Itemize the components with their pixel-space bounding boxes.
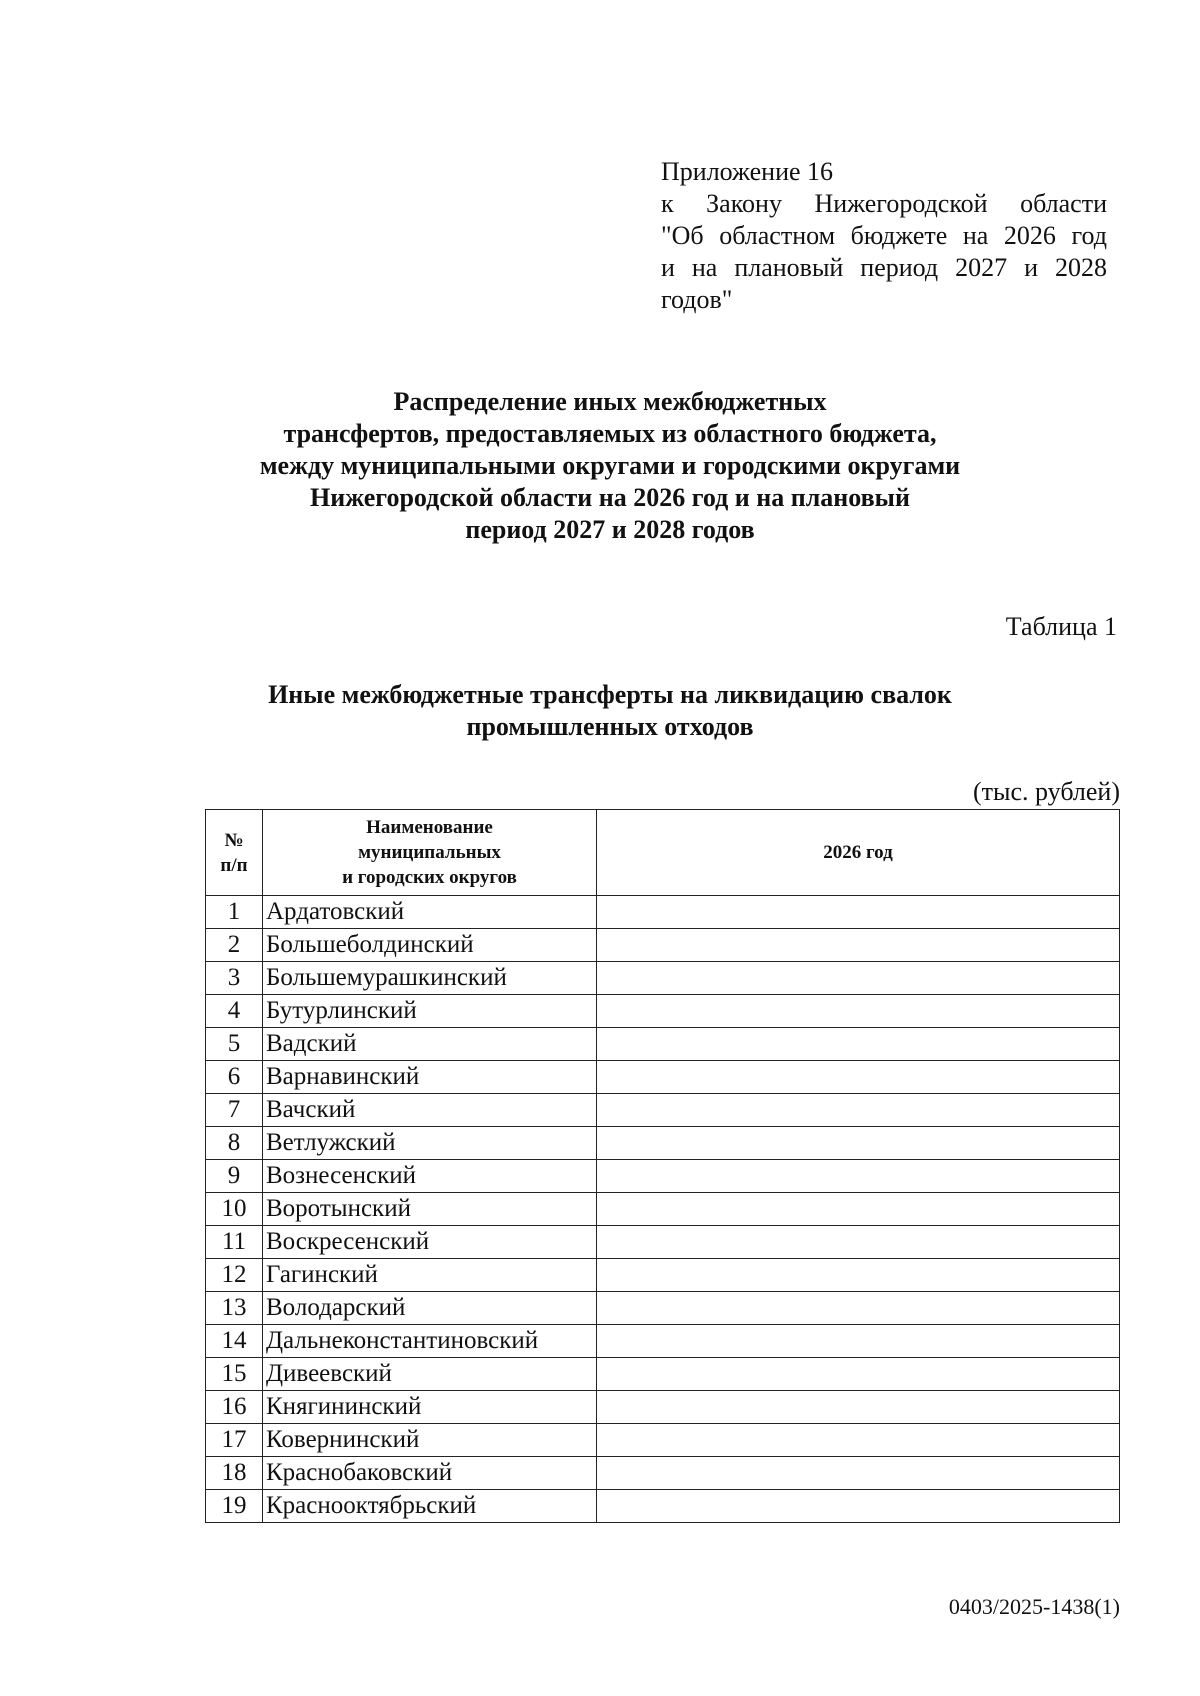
document-code: 0403/2025-1438(1) — [948, 1594, 1120, 1619]
municipality-name: Ардатовский — [263, 896, 597, 929]
row-number: 10 — [206, 1193, 263, 1226]
amount-2026 — [597, 1061, 1120, 1094]
amount-2026 — [597, 1160, 1120, 1193]
table-body — [206, 896, 1120, 1523]
municipality-name: Гагинский — [263, 1259, 597, 1292]
row-number: 11 — [206, 1226, 263, 1259]
table-header-row — [206, 810, 1120, 896]
municipality-name: Вачский — [263, 1094, 597, 1127]
row-number: 3 — [206, 962, 263, 995]
municipality-name: Ветлужский — [263, 1127, 597, 1160]
amount-2026 — [597, 1391, 1120, 1424]
table-row — [206, 1424, 1120, 1457]
table-row — [206, 1391, 1120, 1424]
row-number: 2 — [206, 929, 263, 962]
row-number: 12 — [206, 1259, 263, 1292]
table-row — [206, 1490, 1120, 1523]
title-line: период 2027 и 2028 годов — [465, 515, 755, 544]
row-number: 9 — [206, 1160, 263, 1193]
table-row — [206, 1457, 1120, 1490]
table-row — [206, 929, 1120, 962]
table-row — [206, 1325, 1120, 1358]
amount-2026 — [597, 1028, 1120, 1061]
header-year-2026: 2026 год — [597, 810, 1120, 896]
amount-2026 — [597, 1325, 1120, 1358]
table-label: Таблица 1 — [1005, 612, 1117, 641]
municipality-name: Княгининский — [263, 1391, 597, 1424]
table-title — [150, 679, 1070, 743]
units-label: (тыс. рублей) — [972, 777, 1120, 806]
amount-2026 — [597, 1094, 1120, 1127]
amount-2026 — [597, 1127, 1120, 1160]
table-row — [206, 1127, 1120, 1160]
amount-2026 — [597, 1358, 1120, 1391]
transfers-table — [205, 809, 1120, 1523]
header-number: № п/п — [206, 810, 263, 896]
table-row — [206, 1358, 1120, 1391]
amount-2026 — [597, 1292, 1120, 1325]
municipality-name: Вадский — [263, 1028, 597, 1061]
municipality-name: Дивеевский — [263, 1358, 597, 1391]
municipality-name: Варнавинский — [263, 1061, 597, 1094]
amount-2026 — [597, 929, 1120, 962]
amount-2026 — [597, 1424, 1120, 1457]
appendix-law-title-1: "Об областном бюджете на 2026 год — [661, 221, 1107, 250]
municipality-name: Воскресенский — [263, 1226, 597, 1259]
document-title — [150, 386, 1070, 546]
municipality-name: Большеболдинский — [263, 929, 597, 962]
row-number: 13 — [206, 1292, 263, 1325]
header-name: Наименование муниципальных и городских округов — [263, 810, 597, 896]
municipality-name: Краснобаковский — [263, 1457, 597, 1490]
table-row — [206, 995, 1120, 1028]
table-row — [206, 1094, 1120, 1127]
row-number: 18 — [206, 1457, 263, 1490]
table-row — [206, 1193, 1120, 1226]
amount-2026 — [597, 1490, 1120, 1523]
row-number: 15 — [206, 1358, 263, 1391]
table-row — [206, 1160, 1120, 1193]
table-row — [206, 896, 1120, 929]
row-number: 14 — [206, 1325, 263, 1358]
amount-2026 — [597, 995, 1120, 1028]
row-number: 7 — [206, 1094, 263, 1127]
row-number: 1 — [206, 896, 263, 929]
municipality-name: Дальнеконстантиновский — [263, 1325, 597, 1358]
title-line: между муниципальными округами и городскими округами — [259, 451, 961, 480]
table-row — [206, 1259, 1120, 1292]
municipality-name: Ковернинский — [263, 1424, 597, 1457]
appendix-number: Приложение 16 — [661, 157, 834, 186]
amount-2026 — [597, 896, 1120, 929]
title-line: Нижегородской области на 2026 год и на плановый — [310, 483, 910, 512]
table-title-line: промышленных отходов — [466, 712, 754, 741]
municipality-name: Краснооктябрьский — [263, 1490, 597, 1523]
title-line: Распределение иных межбюджетных — [393, 387, 827, 416]
municipality-name: Воротынский — [263, 1193, 597, 1226]
appendix-law-title-3: годов" — [661, 285, 733, 314]
amount-2026 — [597, 1259, 1120, 1292]
amount-2026 — [597, 1226, 1120, 1259]
table-row — [206, 1292, 1120, 1325]
table-title-line: Иные межбюджетные трансферты на ликвидацию свалок — [268, 680, 952, 709]
table-row — [206, 1028, 1120, 1061]
municipality-name: Володарский — [263, 1292, 597, 1325]
row-number: 4 — [206, 995, 263, 1028]
municipality-name: Бутурлинский — [263, 995, 597, 1028]
appendix-law-title-2: и на плановый период 2027 и 2028 — [661, 253, 1107, 282]
row-number: 5 — [206, 1028, 263, 1061]
amount-2026 — [597, 962, 1120, 995]
municipality-name: Большемурашкинский — [263, 962, 597, 995]
title-line: трансфертов, предоставляемых из областного бюджета, — [283, 419, 937, 448]
row-number: 8 — [206, 1127, 263, 1160]
municipality-name: Вознесенский — [263, 1160, 597, 1193]
row-number: 19 — [206, 1490, 263, 1523]
amount-2026 — [597, 1193, 1120, 1226]
table-row — [206, 1061, 1120, 1094]
row-number: 16 — [206, 1391, 263, 1424]
table-row — [206, 1226, 1120, 1259]
appendix-header — [661, 156, 1107, 316]
appendix-law-ref: к Закону Нижегородской области — [661, 189, 1107, 218]
table-row — [206, 962, 1120, 995]
row-number: 17 — [206, 1424, 263, 1457]
row-number: 6 — [206, 1061, 263, 1094]
amount-2026 — [597, 1457, 1120, 1490]
